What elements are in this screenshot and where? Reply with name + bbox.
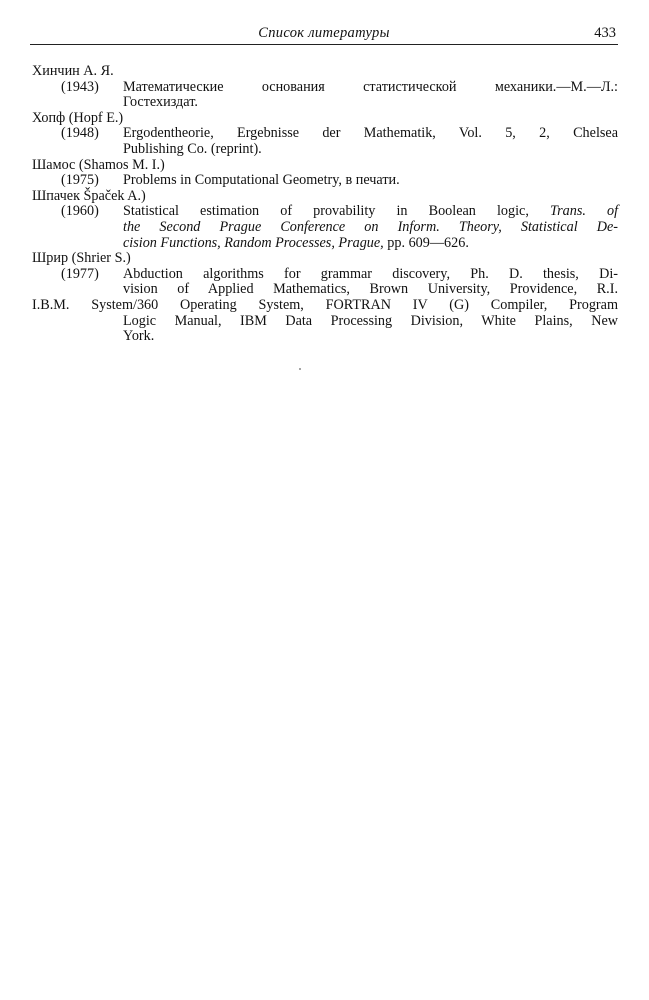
entry-pages: pp. 609—626. [387, 234, 469, 251]
entry-text [123, 80, 618, 111]
entry-line: York. [123, 328, 155, 345]
entry-author: Хинчин А. Я. [32, 63, 114, 79]
entry-line: Logic Manual, IBM Data Processing Division, White Plains, New [123, 312, 618, 329]
entry-line: the Second Prague Conference on Inform. Theory, Statistical De- [123, 218, 618, 235]
bibliography-entry-ibm [32, 298, 618, 345]
entry-year: (1960) [61, 203, 99, 220]
entry-author: Шпачек Špaček A.) [32, 187, 146, 204]
bibliography-entry [32, 173, 618, 189]
page-number: 433 [594, 25, 616, 41]
entry-author: Хопф (Hopf E.) [32, 109, 124, 126]
bibliography-entry [32, 267, 618, 298]
entry-line: vision of Applied Mathematics, Brown University, Providence, R.I. [123, 281, 618, 298]
journal-title: cision Functions, Random Processes, Prague, [123, 234, 384, 251]
entry-line: I.B.M. System/360 Operating System, FORTRAN IV (G) Compiler, Program [32, 296, 618, 313]
entry-line: Problems in Computational Geometry, в печати. [123, 172, 400, 189]
bibliography-entry [32, 80, 618, 111]
running-head [30, 24, 618, 45]
entry-line-text: Statistical estimation of provability in Boolean logic, [123, 203, 529, 220]
entry-line [123, 236, 618, 252]
entry-line: Abduction algorithms for grammar discovery, Ph. D. thesis, Di- [123, 265, 618, 282]
entry-year: (1943) [61, 78, 99, 95]
entry-line [123, 204, 618, 220]
entry-author: Шамос (Shamos M. I.) [32, 156, 165, 173]
entry-text [123, 173, 618, 189]
bibliography-entry [32, 126, 618, 157]
entry-year: (1977) [61, 265, 99, 282]
entry-text [123, 126, 618, 157]
entry-line: Ergodentheorie, Ergebnisse der Mathematik, Vol. 5, 2, Chelsea [123, 125, 618, 142]
entry-text [123, 267, 618, 298]
entry-line: Гостехиздат. [123, 94, 198, 111]
entry-text [32, 314, 618, 345]
entry-year: (1948) [61, 125, 99, 142]
entry-text [123, 204, 618, 251]
bibliography-list [32, 64, 618, 345]
print-speck [299, 368, 301, 370]
entry-year: (1975) [61, 172, 99, 189]
entry-line: Publishing Co. (reprint). [123, 140, 262, 157]
journal-title: Trans. of [550, 203, 619, 220]
entry-line: Математические основания статистической механики.—М.—Л.: [123, 78, 618, 95]
bibliography-entry [32, 204, 618, 251]
running-head-title: Список литературы [258, 25, 390, 41]
entry-author: Шрир (Shrier S.) [32, 250, 131, 267]
